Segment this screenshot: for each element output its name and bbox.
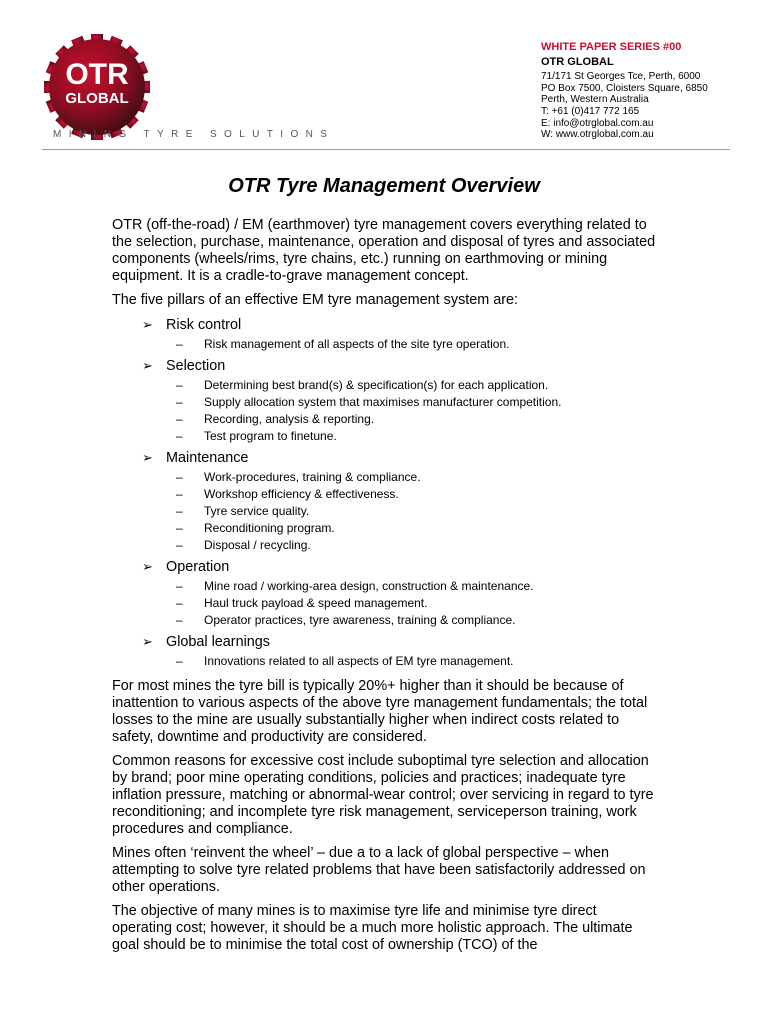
pillar-list: [112, 316, 660, 670]
subitem-text: Tyre service quality.: [204, 504, 310, 518]
intro-paragraph: OTR (off-the-road) / EM (earthmover) tyre management covers everything related to the selection, purchase, maintenance, operation and disposal of tyres and associated components (wheels/rims, tyre chains, etc.) running on earthmoving or mining equipment. It is a cradle-to-grave management concept.: [112, 217, 656, 284]
address-line: 71/171 St Georges Tce, Perth, 6000: [541, 71, 701, 83]
pillar-label: Global learnings: [166, 634, 270, 650]
dash-bullet: –: [176, 579, 183, 593]
body-paragraph: The objective of many mines is to maximise tyre life and minimise tyre direct operating cost; however, it should be a much more holistic approach. The ultimate goal should be to minimise the total cost of ownership (TCO) of the: [112, 903, 633, 953]
subitem-text: Determining best brand(s) & specification(s) for each application.: [204, 378, 549, 392]
subitem-text: Work-procedures, training & compliance.: [204, 470, 421, 484]
pillar-subitem: [176, 537, 660, 554]
subitem-text: Mine road / working-area design, construction & maintenance.: [204, 579, 534, 593]
pillar-item: [142, 316, 660, 334]
pillar-subitem: [176, 503, 660, 520]
subitem-text: Innovations related to all aspects of EM tyre management.: [204, 654, 514, 668]
subitem-text: Disposal / recycling.: [204, 538, 311, 552]
tagline: MINING TYRE SOLUTIONS: [53, 129, 335, 140]
dash-bullet: –: [176, 487, 183, 501]
dash-bullet: –: [176, 654, 183, 668]
contact-block: [541, 42, 708, 141]
org-name: OTR GLOBAL: [541, 55, 614, 68]
subitem-text: Reconditioning program.: [204, 521, 335, 535]
dash-bullet: –: [176, 429, 183, 443]
subitem-text: Recording, analysis & reporting.: [204, 412, 375, 426]
pillar-label: Risk control: [166, 317, 242, 333]
pillar-subitem: [176, 428, 660, 445]
pillar-subitem: [176, 595, 660, 612]
dash-bullet: –: [176, 613, 183, 627]
phone-line: T: +61 (0)417 772 165: [541, 105, 640, 117]
pillar-item: [142, 357, 660, 375]
pillar-label: Maintenance: [166, 450, 249, 466]
subitem-text: Risk management of all aspects of the site tyre operation.: [204, 337, 510, 351]
pillar-subitem: [176, 486, 660, 503]
pillar-subitem: [176, 336, 660, 353]
dash-bullet: –: [176, 378, 183, 392]
pillar-label: Selection: [166, 358, 226, 374]
subitem-text: Haul truck payload & speed management.: [204, 596, 428, 610]
dash-bullet: –: [176, 412, 183, 426]
subitem-text: Supply allocation system that maximises manufacturer competition.: [204, 395, 562, 409]
body-paragraph: For most mines the tyre bill is typically 20%+ higher than it should be because of inattention to various aspects of the above tyre management fundamentals; the total losses to the mine are usually substantially higher when indirect costs related to safety, downtime and productivity are considered.: [112, 678, 648, 745]
pillars-intro: The five pillars of an effective EM tyre management system are:: [112, 292, 519, 308]
subitem-text: Test program to finetune.: [204, 429, 337, 443]
series-label: WHITE PAPER SERIES #00: [541, 41, 682, 53]
body-paragraph: Mines often ‘reinvent the wheel’ – due a to a lack of global perspective – when attempting to solve tyre related problems that have been satisfactorily addressed on other operations.: [112, 845, 646, 895]
pillar-subitem: [176, 377, 660, 394]
pillar-subitem: [176, 394, 660, 411]
pillar-item: [142, 449, 660, 467]
pillar-subitem: [176, 469, 660, 486]
dash-bullet: –: [176, 395, 183, 409]
dash-bullet: –: [176, 470, 183, 484]
dash-bullet: –: [176, 596, 183, 610]
pillar-item: [142, 558, 660, 576]
body-paragraph: Common reasons for excessive cost include suboptimal tyre selection and allocation by brand; poor mine operating conditions, policies and practices; inadequate tyre inflation pressure, matching or abnormal-wear control; over servicing in regard to tyre reconditioning; and incomplete tyre risk management, serviceperson training, work procedures and compliance.: [112, 753, 654, 837]
email-line[interactable]: E: info@otrglobal.com.au: [541, 117, 654, 129]
dash-bullet: –: [176, 504, 183, 518]
pillar-subitem: [176, 612, 660, 629]
pillar-label: Operation: [166, 559, 230, 575]
document-title: OTR Tyre Management Overview: [228, 175, 540, 197]
address-line: PO Box 7500, Cloisters Square, 6850: [541, 82, 708, 94]
website-line[interactable]: W: www.otrglobal.com.au: [541, 129, 654, 141]
logo-text-bottom: GLOBAL: [65, 90, 129, 107]
subitem-text: Operator practices, tyre awareness, training & compliance.: [204, 613, 516, 627]
pillar-subitem: [176, 411, 660, 428]
subitem-text: Workshop efficiency & effectiveness.: [204, 487, 399, 501]
address-line: Perth, Western Australia: [541, 94, 649, 106]
pillar-subitem: [176, 578, 660, 595]
arrow-bullet-icon: ➢: [142, 559, 153, 574]
dash-bullet: –: [176, 538, 183, 552]
document-body: [112, 217, 660, 961]
logo-text-top: OTR: [65, 58, 129, 91]
arrow-bullet-icon: ➢: [142, 317, 153, 332]
pillar-subitem: [176, 653, 660, 670]
arrow-bullet-icon: ➢: [142, 634, 153, 649]
arrow-bullet-icon: ➢: [142, 450, 153, 465]
dash-bullet: –: [176, 337, 183, 351]
header-divider: [42, 149, 730, 150]
otr-global-logo: [42, 32, 152, 142]
pillar-subitem: [176, 520, 660, 537]
dash-bullet: –: [176, 521, 183, 535]
arrow-bullet-icon: ➢: [142, 358, 153, 373]
pillar-item: [142, 633, 660, 651]
